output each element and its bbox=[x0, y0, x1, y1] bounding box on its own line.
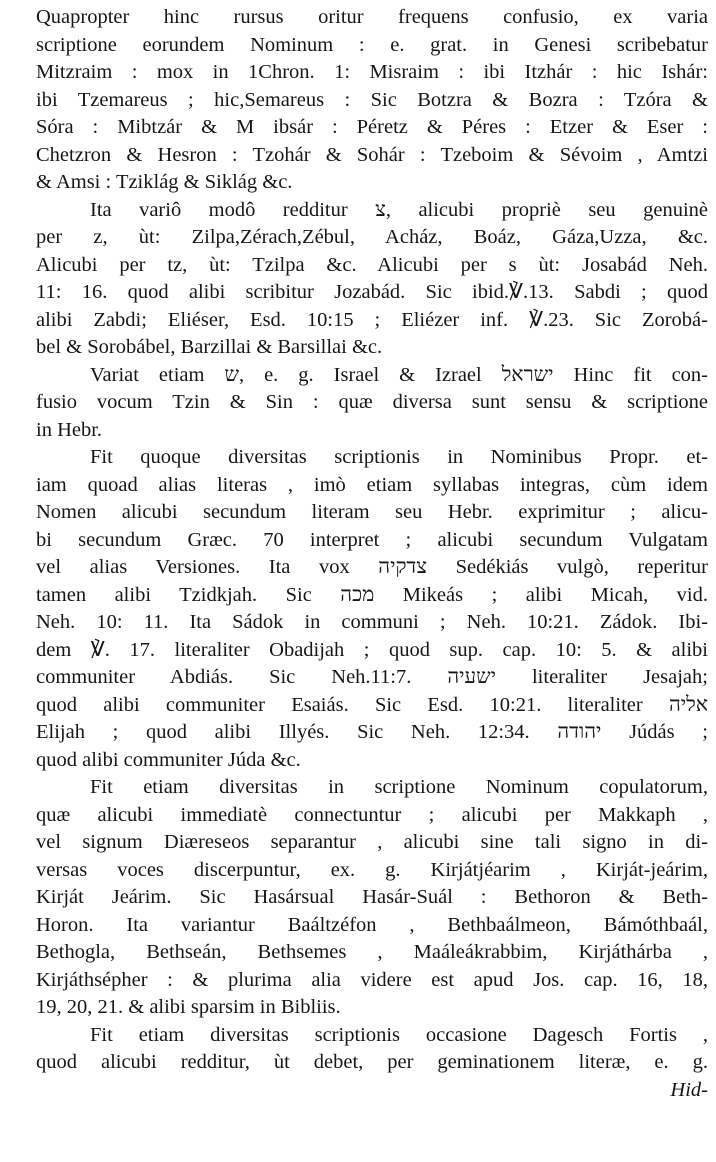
text-line: Chetzron & Hesron : Tzohár & Sohár : Tzeboim & Sévoim , Amtzi bbox=[36, 143, 708, 166]
text-line: ibi Tzemareus ; hic,Semareus : Sic Botzra & Bozra : Tzóra & bbox=[36, 88, 708, 111]
text-line: alibi Zabdi; Eliéser, Esd. 10:15 ; Eliézer inf. ℣.23. Sic Zorobá- bbox=[36, 308, 708, 331]
text-line: bi secundum Græc. 70 interpret ; alicubi secundum Vulgatam bbox=[36, 528, 708, 551]
text-line: communiter Abdiás. Sic Neh.11:7. ישעיה literaliter Jesajah; bbox=[36, 666, 708, 688]
text-line: tamen alibi Tzidkjah. Sic מכה Mikeás ; alibi Micah, vid. bbox=[36, 583, 709, 606]
text-line: Fit etiam diversitas in scriptione Nominum copulatorum, bbox=[90, 776, 708, 798]
text-line: vel alias Versiones. Ita vox צדקיה Sedékiás vulgò, reperitur bbox=[36, 556, 708, 578]
text-line: Bethogla, Bethseán, Bethsemes , Maáleákrabbim, Kirjáthárba , bbox=[36, 941, 708, 963]
paragraph-dagesch bbox=[36, 1022, 708, 1077]
text-line: Kirjáthsépher : & plurima alia videre est apud Jos. cap. 16, 18, bbox=[36, 968, 708, 991]
text-line: per z, ùt: Zilpa,Zérach,Zébul, Acház, Boáz, Gáza,Uzza, &c. bbox=[36, 226, 708, 248]
text-line: Nomen alicubi secundum literam seu Hebr. exprimitur ; alicu- bbox=[36, 501, 708, 523]
text-line: Neh. 10: 11. Ita Sádok in communi ; Neh. 10:21. Zádok. Ibi- bbox=[36, 611, 708, 633]
text-line: quod alicubi redditur, ùt debet, per geminationem literæ, e. g. bbox=[36, 1051, 708, 1073]
text-line: vel signum Diæreseos separantur , alicubi sine tali signo in di- bbox=[36, 831, 708, 853]
text-line: iam quoad alias literas , imò etiam syllabas integras, cùm idem bbox=[36, 473, 708, 496]
text-line: & Amsi : Tziklág & Siklág &c. bbox=[36, 171, 293, 193]
text-line: quod alibi communiter Esaiás. Sic Esd. 10:21. literaliter אליה bbox=[36, 693, 708, 716]
catchword: Hid- bbox=[670, 1078, 708, 1101]
text-line: Horon. Ita variantur Baáltzéfon , Bethbaálmeon, Bámóthbaál, bbox=[36, 913, 708, 936]
text-line: 19, 20, 21. & alibi sparsim in Bibliis. bbox=[36, 996, 341, 1018]
text-line: Fit etiam diversitas scriptionis occasione Dagesch Fortis , bbox=[90, 1023, 708, 1046]
text-line: fusio vocum Tzin & Sin : quæ diversa sunt sensu & scriptione bbox=[36, 391, 708, 413]
text-line: Sóra : Mibtzár & M ibsár : Péretz & Péres : Etzer & Eser : bbox=[36, 116, 708, 138]
paragraph-confusion bbox=[36, 4, 708, 197]
text-line: Kirját Jeárim. Sic Hasársual Hasár-Suál : Bethoron & Beth- bbox=[36, 886, 708, 908]
text-line: quæ alicubi immediatè connectuntur ; alicubi per Makkaph , bbox=[36, 803, 708, 826]
text-line: Fit quoque diversitas scriptionis in Nominibus Propr. et- bbox=[90, 446, 708, 468]
text-line: Ita variô modô redditur צ, alicubi propriè seu genuinè bbox=[90, 198, 708, 221]
paragraph-tsade bbox=[36, 197, 708, 362]
text-line: versas voces discerpuntur, ex. g. Kirjátjéarim , Kirját-jeárim, bbox=[36, 858, 708, 881]
text-line: scriptione eorundem Nominum : e. grat. in Genesi scribebatur bbox=[36, 33, 708, 56]
text-line: dem ℣. 17. literaliter Obadijah ; quod sup. cap. 10: 5. & alibi bbox=[36, 638, 708, 661]
text-line: Mitzraim : mox in 1Chron. 1: Misraim : ibi Itzhár : hic Ishár: bbox=[36, 61, 708, 83]
text-line: bel & Sorobábel, Barzillai & Barsillai &c. bbox=[36, 336, 383, 358]
text-line: quod alibi communiter Júda &c. bbox=[36, 748, 301, 771]
paragraph-proper-names bbox=[36, 444, 708, 774]
text-line: Alicubi per tz, ùt: Tzilpa &c. Alicubi per s ùt: Josabád Neh. bbox=[36, 253, 708, 276]
text-line: Quapropter hinc rursus oritur frequens confusio, ex varia bbox=[36, 6, 708, 28]
text-line: 11: 16. quod alibi scribitur Jozabád. Sic ibid.℣.13. Sabdi ; quod bbox=[36, 281, 708, 303]
text-line: Elijah ; quod alibi Illyés. Sic Neh. 12:34. יהודה Júdás ; bbox=[36, 721, 708, 743]
paragraph-sin bbox=[36, 362, 708, 445]
paragraph-compound-names bbox=[36, 774, 708, 1022]
text-line: in Hebr. bbox=[36, 418, 103, 441]
text-line: Variat etiam ש, e. g. Israel & Izrael ישראל Hinc fit con- bbox=[90, 363, 708, 386]
